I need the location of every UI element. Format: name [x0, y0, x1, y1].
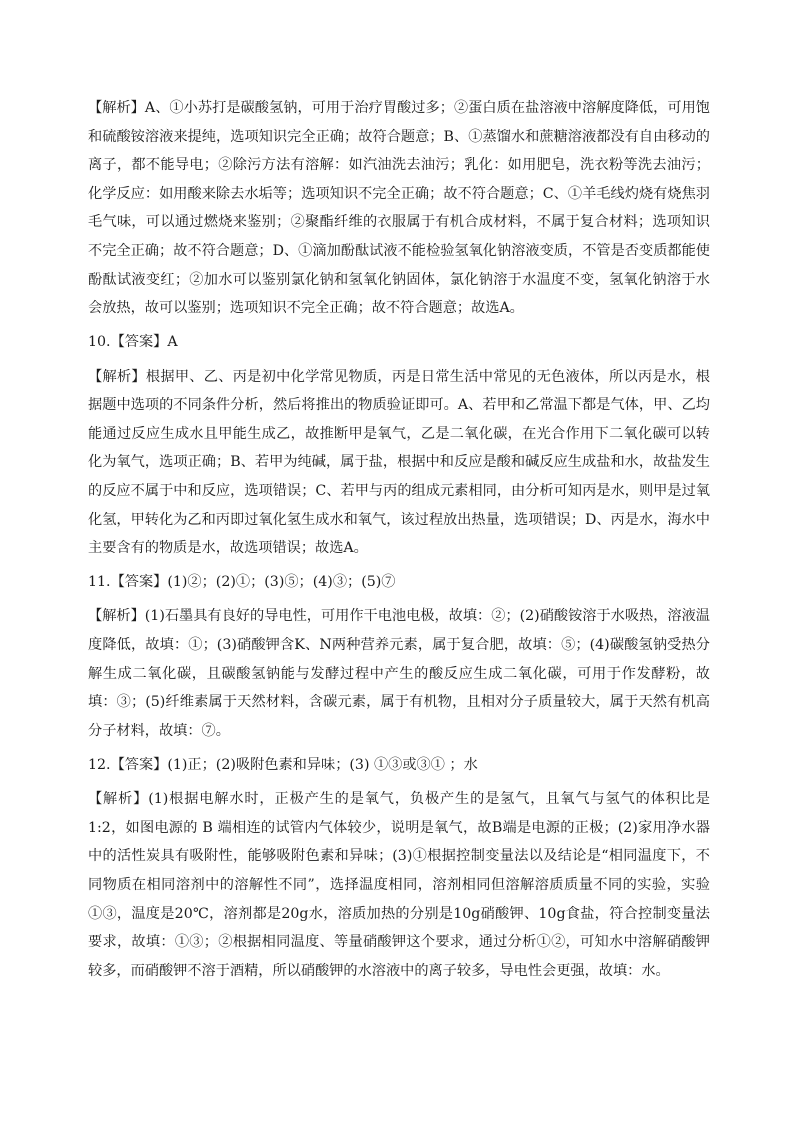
answer-line-q10: 10.【答案】A [88, 334, 178, 351]
analysis-paragraph-q12: 【解析】(1)根据电解水时，正极产生的是氧气，负极产生的是氢气，且氧气与氢气的体积比是1:2，如图电源的 B 端相连的试管内气体较少，说明是氧气，故B端是电源的正极；(2)家用净水器中的活性炭具有吸附性，能够吸附色素和异味；(3)①根据控制变量法以及结论是“相同温度下，不同物质在相同溶剂中的溶解性不同”，选择温度相同，溶剂相同但溶解溶质质量不同的实验，实验①③，温度是20℃，溶剂都是20g水，溶质加热的分别是10g硝酸钾、10g食盐，符合控制变量法要求，故填：①③；②根据相同温度、等量硝酸钾这个要求，通过分析①②，可知水中溶解硝酸钾较多，而硝酸钾不溶于酒精，所以硝酸钾的水溶液中的离子较多，导电性会更强，故填：水。 [88, 791, 710, 979]
answer-line-q11: 11.【答案】(1)②；(2)①；(3)⑤；(4)③；(5)⑦ [88, 574, 396, 591]
answer-line-q12: 12.【答案】(1)正；(2)吸附色素和异味；(3) ①③或③① ；水 [88, 757, 478, 774]
analysis-paragraph-q9: 【解析】A、①小苏打是碳酸氢钠，可用于治疗胃酸过多；②蛋白质在盐溶液中溶解度降低，可用饱和硫酸铵溶液来提纯，选项知识完全正确；故符合题意；B、①蒸馏水和蔗糖溶液都没有自由移动的离子，都不能导电；②除污方法有溶解：如汽油洗去油污；乳化：如用肥皂，洗衣粉等洗去油污；化学反应：如用酸来除去水垢等；选项知识不完全正确；故不符合题意；C、①羊毛线灼烧有烧焦羽毛气味，可以通过燃烧来鉴别；②聚酯纤维的衣服属于有机合成材料，不属于复合材料；选项知识不完全正确；故不符合题意；D、①滴加酚酞试液不能检验氢氧化钠溶液变质，不管是否变质都能使酚酞试液变红；②加水可以鉴别氯化钠和氢氧化钠固体，氯化钠溶于水温度不变，氢氧化钠溶于水会放热，故可以鉴别；选项知识不完全正确；故不符合题意；故选A。 [88, 100, 710, 317]
answer-analysis-section [88, 94, 710, 985]
analysis-paragraph-q11: 【解析】(1)石墨具有良好的导电性，可用作干电池电极，故填：②；(2)硝酸铵溶于水吸热，溶液温度降低，故填：①；(3)硝酸钾含K、N两种营养元素，属于复合肥，故填：⑤；(4)碳酸氢钠受热分解生成二氧化碳，且碳酸氢钠能与发酵过程中产生的酸反应生成二氧化碳，可用于作发酵粉，故填：③；(5)纤维素属于天然材料，含碳元素，属于有机物，且相对分子质量较大，属于天然有机高分子材料，故填：⑦。 [88, 608, 710, 739]
analysis-paragraph-q10: 【解析】根据甲、乙、丙是初中化学常见物质，丙是日常生活中常见的无色液体，所以丙是水，根据题中选项的不同条件分析，然后将推出的物质验证即可。A、若甲和乙常温下都是气体，甲、乙均能通过反应生成水且甲能生成乙，故推断甲是氧气，乙是二氧化碳，在光合作用下二氧化碳可以转化为氧气，选项正确；B、若甲为纯碱，属于盐，根据中和反应是酸和碱反应生成盐和水，故盐发生的反应不属于中和反应，选项错误；C、若甲与丙的组成元素相同，由分析可知丙是水，则甲是过氧化氢，甲转化为乙和丙即过氧化氢生成水和氧气，该过程放出热量，选项错误；D、丙是水，海水中主要含有的物质是水，故选项错误；故选A。 [88, 368, 710, 557]
